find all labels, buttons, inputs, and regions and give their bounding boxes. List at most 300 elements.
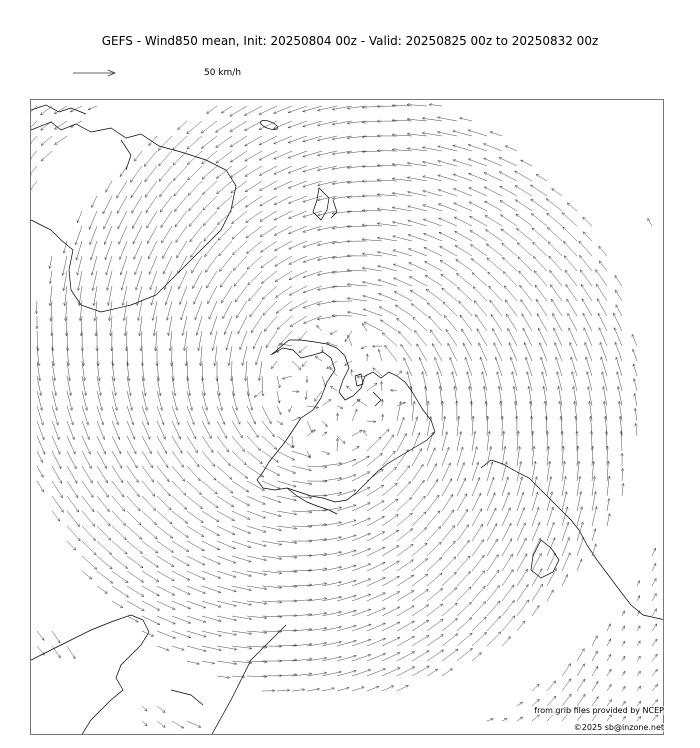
wind-arrow-head: [181, 464, 184, 467]
wind-arrow: [187, 646, 206, 651]
wind-arrow: [577, 522, 583, 541]
wind-arrow: [262, 511, 281, 516]
wind-arrow: [472, 632, 487, 646]
wind-arrow: [247, 586, 267, 589]
wind-arrow-head: [290, 324, 293, 327]
wind-arrow-head: [615, 275, 618, 278]
wind-arrow: [230, 151, 247, 162]
wind-arrow: [412, 666, 429, 676]
wind-arrow: [54, 121, 67, 129]
wind-arrow: [423, 176, 442, 181]
wind-arrow-head: [245, 189, 248, 192]
wind-arrow: [615, 290, 622, 301]
wind-arrow: [112, 526, 126, 540]
wind-arrow: [247, 526, 266, 532]
wind-arrow: [202, 556, 220, 564]
wind-arrow: [347, 270, 367, 271]
wind-arrow: [382, 686, 394, 691]
wind-arrow: [262, 376, 263, 396]
wind-arrow: [427, 542, 441, 556]
wind-arrow: [157, 571, 174, 581]
wind-arrow: [226, 331, 232, 350]
wind-arrow: [142, 466, 154, 482]
wind-arrow: [82, 556, 97, 569]
wind-arrow: [180, 286, 187, 305]
wind-arrow: [186, 346, 187, 366]
wind-arrow: [502, 446, 505, 466]
wind-arrow: [187, 616, 206, 622]
wind-arrow: [245, 181, 262, 192]
wind-arrow: [220, 271, 232, 287]
wind-arrow: [502, 570, 513, 587]
wind-arrow-head: [141, 594, 144, 597]
wind-arrow: [127, 571, 144, 582]
wind-arrow: [424, 247, 442, 256]
wind-arrow: [261, 271, 277, 284]
wind-arrow: [596, 284, 607, 301]
wind-arrow: [562, 522, 569, 541]
wind-arrow: [97, 511, 110, 526]
wind-arrow-head: [260, 234, 263, 237]
wind-arrow: [337, 438, 338, 451]
wind-arrow: [367, 469, 383, 481]
wind-arrow-head: [506, 314, 509, 317]
wind-arrow: [363, 296, 382, 301]
wind-arrow-head: [266, 345, 269, 348]
wind-arrow: [423, 205, 442, 211]
wind-arrow: [55, 136, 67, 145]
wind-arrow-head: [515, 200, 518, 203]
wind-arrow: [160, 181, 172, 197]
wind-arrow-head: [261, 250, 264, 253]
wind-arrow: [190, 226, 202, 242]
wind-arrow: [474, 301, 487, 316]
wind-arrow: [397, 513, 412, 526]
wind-arrow-head: [231, 504, 234, 507]
wind-arrow: [52, 481, 63, 498]
wind-arrow: [440, 260, 457, 271]
wind-arrow-head: [462, 329, 465, 332]
wind-arrow-head: [455, 245, 458, 248]
wind-arrow: [412, 417, 417, 436]
wind-arrow-head: [596, 270, 599, 273]
wind-arrow: [472, 571, 485, 586]
wind-arrow: [187, 451, 199, 467]
wind-arrow-head: [536, 174, 539, 177]
wind-arrow: [223, 301, 232, 319]
wind-arrow: [352, 503, 370, 511]
wind-arrow: [31, 166, 37, 175]
wind-arrow: [200, 346, 202, 366]
wind-arrow: [456, 259, 472, 271]
wind-arrow: [488, 272, 502, 286]
wind-arrow: [142, 391, 147, 410]
wind-arrow: [517, 446, 520, 466]
wind-arrow: [364, 322, 382, 331]
wind-arrow: [562, 553, 570, 571]
wind-arrow-head: [441, 650, 444, 653]
wind-arrow: [147, 226, 157, 244]
wind-arrow: [299, 346, 307, 353]
wind-arrow: [172, 721, 184, 728]
wind-arrow: [262, 436, 277, 449]
wind-arrow: [192, 256, 203, 273]
wind-arrow-head: [166, 465, 169, 468]
wind-arrow-head: [615, 290, 618, 293]
wind-arrow: [52, 631, 60, 643]
wind-arrow: [203, 196, 217, 210]
wind-arrow: [348, 335, 352, 346]
wind-arrow: [352, 409, 357, 421]
wind-arrow-head: [582, 664, 585, 667]
wind-arrow: [599, 261, 607, 271]
wind-arrow: [410, 290, 427, 301]
wind-arrow: [448, 343, 457, 361]
wind-arrow: [157, 721, 165, 727]
wind-arrow: [277, 541, 297, 543]
wind-arrow: [367, 532, 385, 541]
wind-arrow: [205, 256, 217, 272]
wind-arrow: [247, 571, 267, 575]
wind-arrow-head: [596, 284, 599, 287]
wind-arrow: [121, 256, 128, 275]
wind-arrow: [393, 264, 412, 271]
source-credit: from grib files provided by NCEP: [534, 706, 664, 715]
wind-arrow: [157, 391, 162, 410]
wind-arrow: [97, 556, 112, 569]
wind-arrow: [277, 511, 297, 514]
wind-arrow: [172, 421, 181, 439]
wind-arrow: [172, 586, 190, 594]
wind-arrow: [90, 226, 97, 245]
wind-arrow: [153, 301, 157, 321]
scale-label: 50 km/h: [204, 68, 242, 78]
wind-arrow: [217, 511, 235, 521]
wind-arrow: [31, 136, 37, 145]
wind-arrow: [519, 271, 532, 286]
wind-arrow: [217, 661, 237, 664]
wind-arrow: [202, 526, 220, 536]
wind-arrow: [425, 275, 442, 286]
wind-arrow: [458, 287, 473, 301]
wind-arrow: [307, 466, 327, 467]
wind-arrow-head: [216, 130, 219, 133]
wind-arrow: [307, 421, 312, 433]
wind-arrow: [397, 450, 408, 466]
wind-arrow-head: [245, 174, 248, 177]
wind-arrow: [419, 358, 427, 377]
wind-arrow: [487, 431, 489, 451]
wind-arrow: [413, 317, 427, 331]
wind-arrow: [172, 556, 189, 566]
wind-arrow: [178, 121, 187, 130]
wind-arrow: [347, 312, 367, 316]
wind-arrow: [82, 511, 95, 526]
wind-arrow: [127, 541, 143, 554]
wind-arrow: [149, 256, 157, 274]
wind-arrow: [142, 601, 160, 610]
wind-arrow: [37, 451, 43, 463]
wind-arrow: [427, 650, 444, 661]
wind-arrow: [472, 586, 485, 601]
wind-arrow: [442, 463, 451, 481]
wind-arrow: [412, 480, 424, 496]
wind-arrow: [37, 646, 44, 655]
wind-arrow: [565, 270, 577, 286]
wind-arrow: [249, 286, 262, 301]
wind-arrow: [277, 526, 297, 529]
wind-arrow: [382, 435, 394, 451]
wind-arrow: [547, 553, 556, 571]
wind-arrow-head: [526, 585, 529, 588]
wind-arrow: [412, 433, 420, 452]
wind-arrow: [500, 201, 517, 212]
wind-arrow: [442, 588, 457, 601]
wind-arrow-head: [230, 160, 233, 163]
wind-arrow: [261, 256, 277, 268]
wind-arrow: [423, 191, 442, 196]
wind-arrow: [596, 270, 608, 286]
wind-arrow: [217, 616, 237, 620]
wind-arrow: [422, 162, 442, 166]
wind-arrow: [41, 151, 52, 161]
wind-arrow: [97, 586, 107, 594]
wind-arrow: [289, 226, 308, 234]
wind-arrow: [547, 590, 553, 601]
wind-arrow: [242, 346, 247, 366]
wind-arrow: [577, 507, 582, 526]
wind-arrow: [163, 256, 172, 274]
wind-arrow-head: [230, 114, 233, 117]
wind-arrow: [424, 233, 443, 241]
wind-arrow: [352, 549, 371, 556]
wind-arrow-head: [191, 255, 194, 258]
wind-arrow: [457, 618, 472, 631]
wind-arrow: [607, 639, 611, 646]
wind-arrow: [412, 464, 423, 481]
wind-arrow: [303, 316, 322, 323]
wind-arrow: [91, 241, 97, 260]
wind-arrow: [82, 526, 96, 541]
wind-arrow: [549, 256, 562, 271]
wind-arrow: [457, 648, 473, 661]
wind-arrow: [322, 463, 342, 466]
wind-arrow: [112, 541, 127, 554]
wind-arrow: [397, 685, 408, 691]
wind-arrow-head: [537, 605, 540, 608]
wind-arrow-head: [520, 717, 523, 720]
wind-arrow: [455, 245, 472, 256]
wind-arrow-head: [356, 446, 359, 449]
wind-arrow-head: [410, 290, 413, 293]
wind-arrow-head: [362, 323, 365, 326]
wind-arrow: [213, 331, 218, 351]
wind-arrow: [501, 229, 517, 241]
wind-arrow: [472, 462, 478, 481]
wind-arrow: [438, 175, 457, 181]
wind-arrow: [127, 496, 140, 511]
wind-arrow: [292, 451, 311, 457]
wind-arrow: [157, 511, 172, 524]
wind-arrow: [166, 286, 173, 305]
wind-arrow: [397, 417, 404, 436]
wind-arrow: [468, 159, 487, 166]
wind-arrow: [202, 481, 217, 494]
wind-arrow: [168, 316, 172, 336]
wind-arrow: [494, 343, 502, 361]
wind-arrow: [127, 466, 138, 482]
wind-arrow: [275, 256, 292, 266]
wind-arrow: [487, 258, 502, 271]
wind-arrow: [142, 631, 154, 636]
wind-arrow: [532, 523, 540, 542]
wind-arrow: [277, 496, 297, 500]
wind-arrow: [457, 273, 473, 286]
wind-arrow: [201, 136, 217, 148]
wind-arrow: [408, 249, 427, 256]
wind-arrow: [531, 214, 547, 226]
wind-arrow: [173, 166, 187, 181]
wind-arrow: [520, 285, 532, 301]
wind-arrow: [330, 367, 337, 376]
wind-arrow: [607, 715, 612, 722]
wind-arrow: [547, 696, 556, 706]
wind-arrow-head: [176, 240, 179, 243]
wind-arrow: [187, 466, 200, 481]
wind-arrow: [472, 602, 486, 617]
wind-arrow: [607, 654, 611, 661]
wind-arrow: [517, 477, 522, 496]
wind-arrow: [157, 406, 164, 425]
wind-arrow: [262, 526, 282, 530]
wind-arrow: [438, 204, 457, 211]
wind-arrow: [471, 245, 487, 257]
wind-arrow-head: [609, 684, 612, 687]
wind-arrow: [517, 523, 525, 541]
wind-arrow-head: [41, 489, 44, 492]
map-title: GEFS - Wind850 mean, Init: 20250804 00z - Valid: 20250825 00z to 20250832 00z: [101, 34, 599, 48]
wind-arrow: [500, 186, 517, 196]
wind-arrow: [472, 540, 484, 556]
wind-arrow: [52, 511, 60, 521]
wind-arrow: [292, 361, 301, 370]
wind-arrow: [460, 315, 472, 331]
wind-arrow: [315, 356, 322, 361]
wind-arrow: [357, 400, 367, 407]
wind-arrow: [224, 316, 232, 335]
wind-arrow: [397, 529, 413, 541]
wind-arrow-head: [90, 480, 93, 483]
wind-arrow: [592, 651, 598, 661]
wind-arrow: [438, 161, 457, 166]
wind-arrow: [412, 620, 429, 631]
wind-arrow: [347, 298, 367, 301]
wind-arrow: [218, 226, 232, 240]
wind-arrow-head: [582, 679, 585, 682]
wind-arrow-head: [132, 210, 135, 213]
wind-arrow: [202, 421, 211, 439]
wind-arrow: [379, 307, 397, 316]
wind-map-canvas: [31, 100, 664, 735]
wind-arrow: [457, 462, 464, 481]
wind-arrow-head: [426, 605, 429, 608]
wind-arrow: [414, 330, 427, 346]
wind-arrow: [217, 181, 232, 194]
wind-arrow: [562, 694, 571, 706]
wind-arrow: [489, 286, 502, 301]
wind-arrow: [412, 401, 414, 421]
wind-arrow: [142, 406, 149, 425]
wind-arrow: [202, 616, 221, 621]
wind-arrow: [430, 330, 442, 346]
wind-arrow: [277, 436, 293, 448]
wind-arrow: [37, 466, 43, 477]
wind-arrow-head: [530, 185, 533, 188]
wind-arrow-head: [582, 299, 584, 302]
wind-arrow: [277, 316, 292, 329]
wind-arrow: [502, 431, 504, 451]
wind-arrow: [232, 451, 246, 465]
wind-arrow: [439, 218, 457, 226]
wind-arrow: [146, 196, 157, 213]
wind-arrow: [123, 286, 127, 306]
wind-arrow: [454, 217, 472, 226]
wind-arrow: [157, 706, 165, 713]
wind-arrow: [442, 557, 456, 571]
wind-arrow: [238, 316, 247, 334]
wind-arrow: [517, 554, 527, 571]
wind-arrow-head: [147, 225, 150, 228]
wind-arrow: [412, 635, 429, 646]
wind-arrow: [517, 228, 533, 241]
wind-arrow: [429, 316, 443, 331]
wind-arrow-head: [435, 669, 438, 672]
wind-arrow: [187, 496, 203, 509]
wind-arrow: [289, 271, 307, 280]
wind-arrow: [455, 231, 473, 241]
wind-arrow-head: [440, 260, 443, 263]
wind-arrow: [138, 301, 142, 321]
wind-arrow: [440, 246, 458, 256]
wind-arrow: [472, 478, 480, 497]
wind-arrow: [303, 271, 322, 277]
wind-arrow: [277, 556, 297, 557]
wind-arrow: [490, 300, 502, 316]
wind-arrow: [487, 508, 496, 526]
wind-arrow: [577, 649, 584, 661]
wind-arrow: [427, 416, 431, 436]
wind-arrow: [453, 160, 472, 166]
wind-arrow: [170, 331, 172, 351]
wind-arrow: [652, 594, 656, 602]
wind-arrow: [502, 523, 511, 541]
wind-arrow: [247, 466, 264, 477]
wind-arrow: [652, 715, 658, 721]
wind-arrow: [427, 526, 441, 541]
wind-arrow: [367, 485, 384, 496]
wind-arrow: [248, 271, 262, 285]
wind-arrow-head: [211, 450, 214, 453]
wind-arrow: [562, 575, 568, 587]
wind-arrow: [607, 684, 611, 691]
wind-arrow: [397, 433, 407, 451]
wind-arrow-head: [156, 565, 159, 568]
wind-arrow: [232, 421, 243, 438]
wind-arrow: [583, 217, 592, 226]
wind-arrow: [276, 301, 292, 313]
wind-arrow: [352, 487, 370, 496]
wind-arrow: [652, 624, 657, 631]
